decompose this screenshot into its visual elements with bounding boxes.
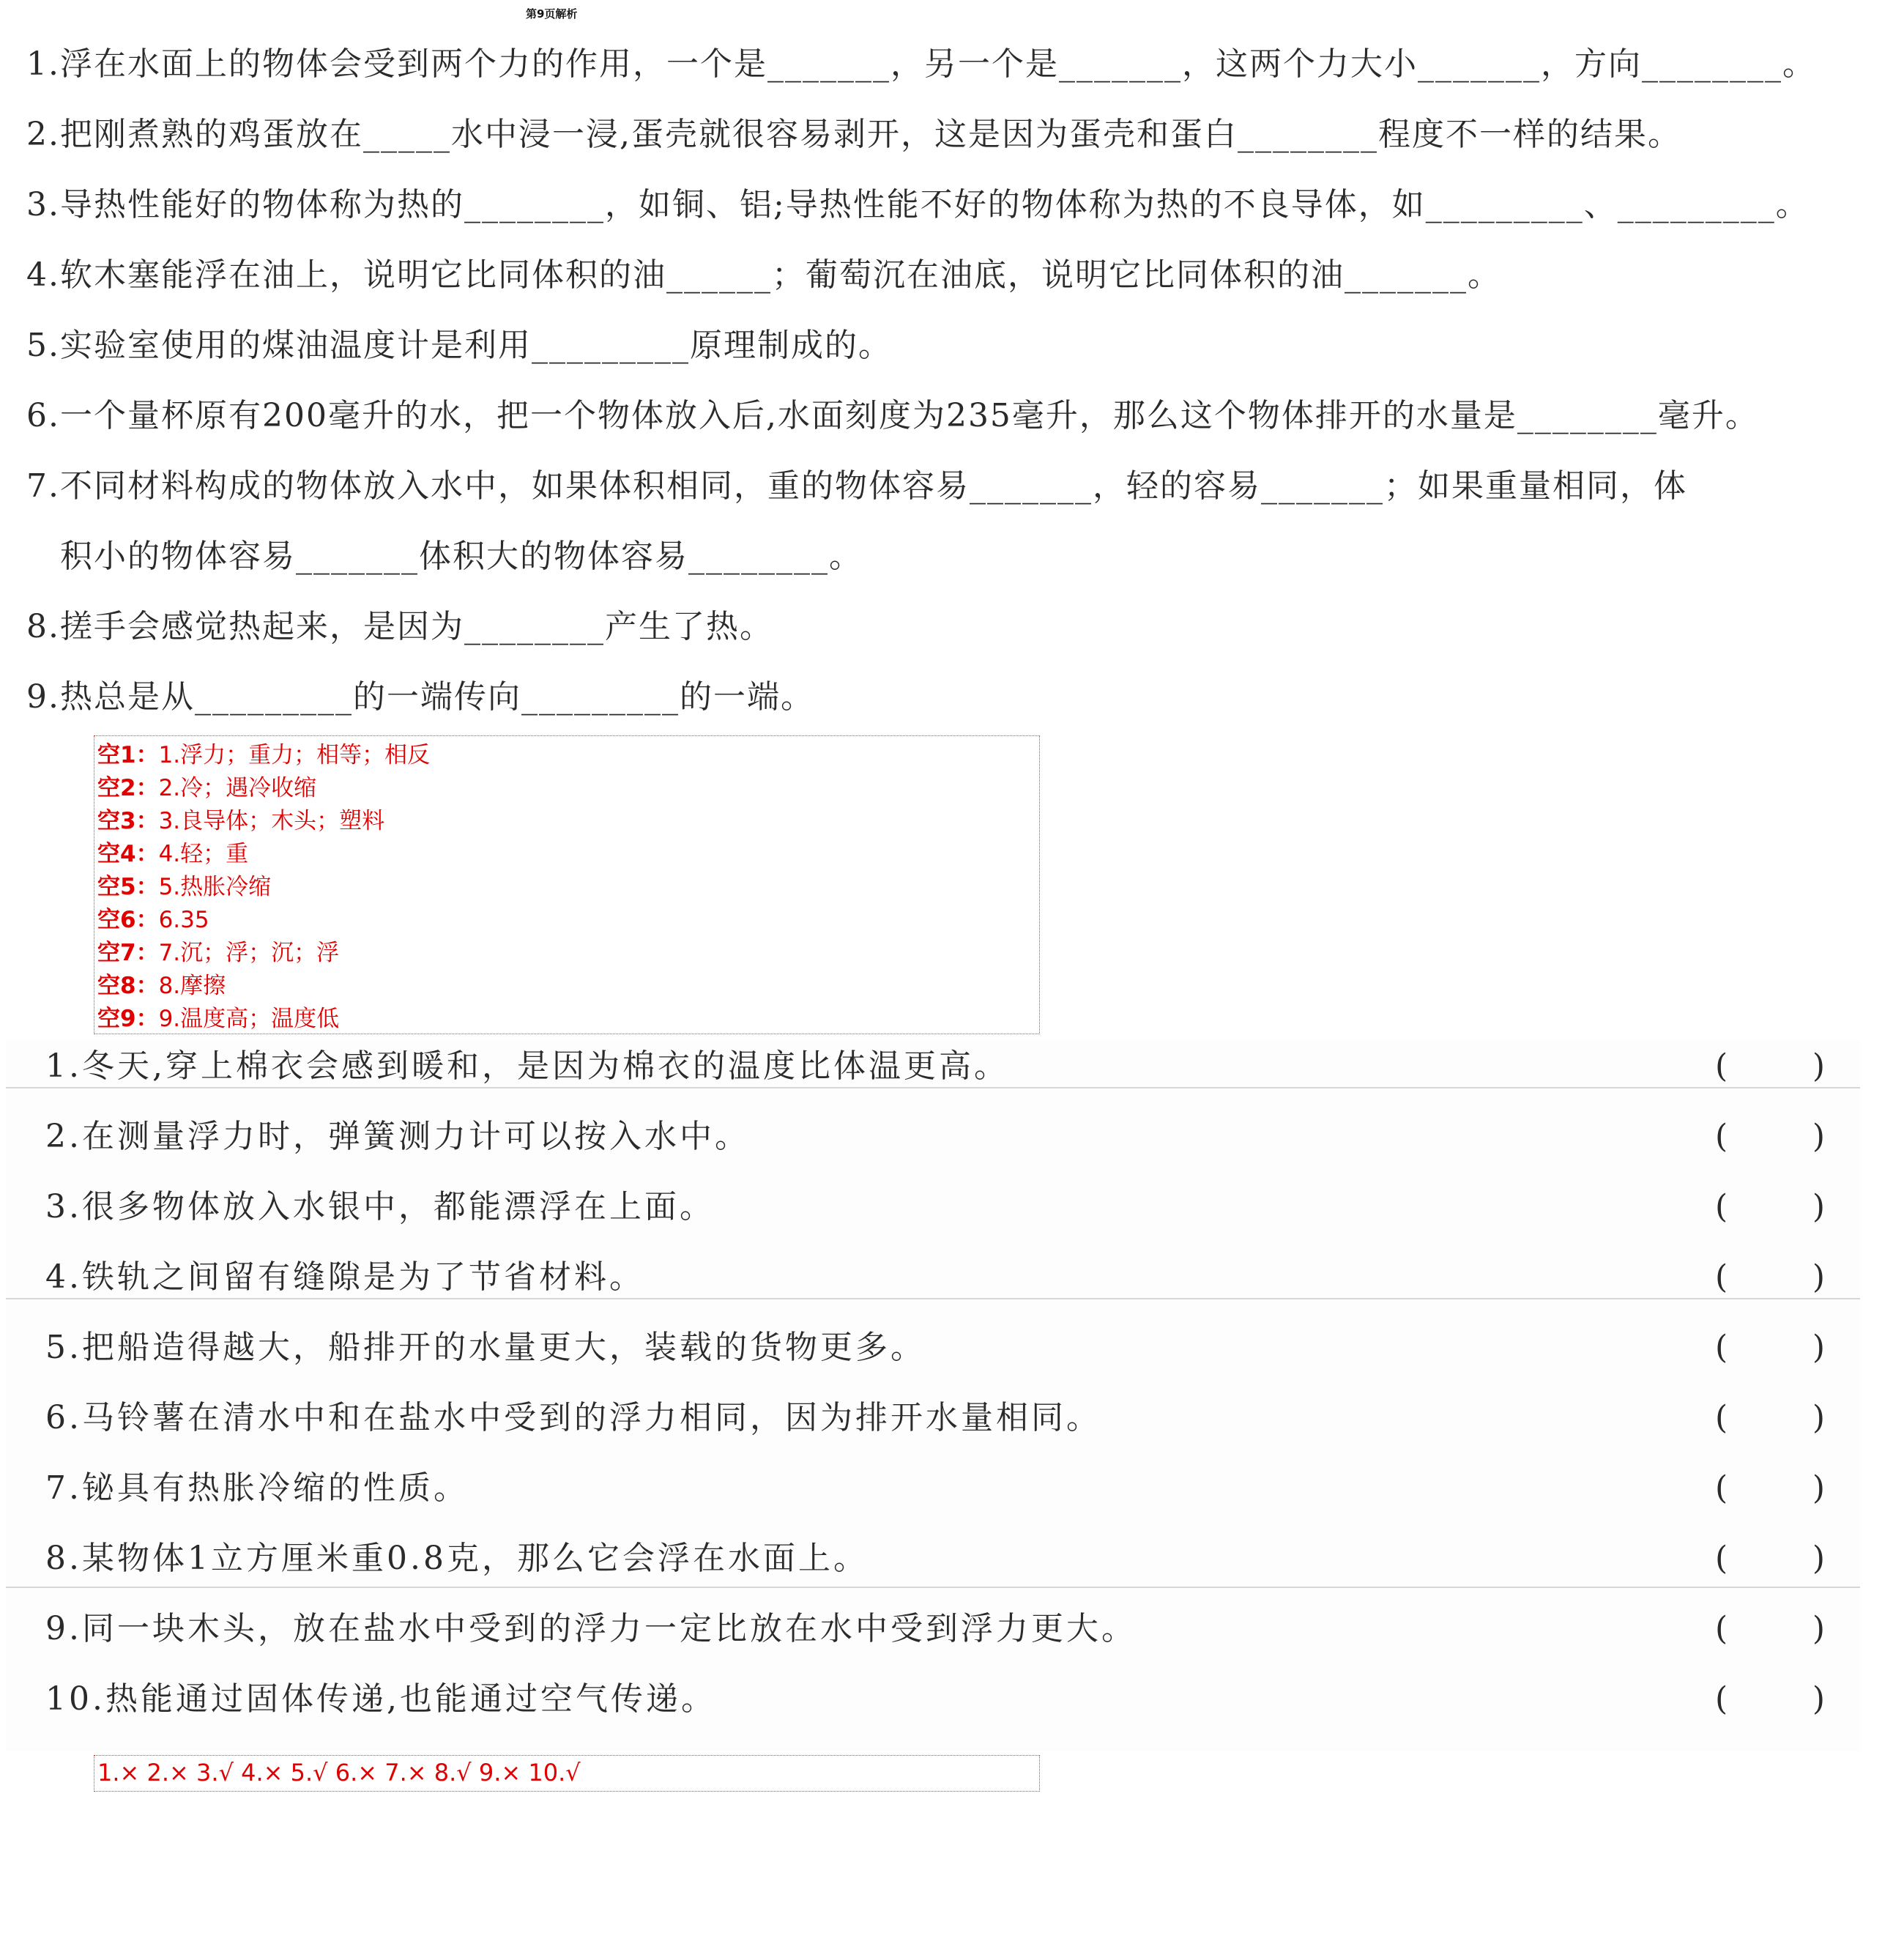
paren-open: ( xyxy=(1715,1329,1728,1366)
answer-label: 空6： xyxy=(97,907,159,933)
fill-question-6: 6.一个量杯原有200毫升的水，把一个物体放入后,水面刻度为235毫升，那么这个物体排开的水量是________毫升。 xyxy=(26,397,1759,434)
fill-question-9: 9.热总是从_________的一端传向_________的一端。 xyxy=(26,678,814,716)
answer-text: 2.冷；遇冷收缩 xyxy=(158,775,317,801)
tf-question-10: 10.热能通过固体传递,也能通过空气传递。 xyxy=(45,1680,716,1718)
answer-row xyxy=(94,937,1039,970)
paren-close: ) xyxy=(1812,1329,1825,1366)
answer-label: 空7： xyxy=(97,940,159,966)
answer-parens xyxy=(1715,1396,1825,1440)
answer-text: 4.轻；重 xyxy=(158,841,249,867)
paren-open: ( xyxy=(1715,1047,1728,1085)
answer-parens xyxy=(1715,1045,1825,1088)
tf-question-6: 6.马铃薯在清水中和在盐水中受到的浮力相同，因为排开水量相同。 xyxy=(45,1399,1101,1436)
answer-label: 空2： xyxy=(97,775,159,801)
answer-row xyxy=(94,772,1039,805)
answer-label: 空3： xyxy=(97,808,159,834)
fill-question-7: 7.不同材料构成的物体放入水中，如果体积相同，重的物体容易_______，轻的容易_______；如果重量相同，体 xyxy=(26,467,1687,505)
answer-parens xyxy=(1715,1607,1825,1651)
paren-close: ) xyxy=(1812,1469,1825,1507)
tf-question-8: 8.某物体1立方厘米重0.8克，那么它会浮在水面上。 xyxy=(45,1540,869,1577)
answer-text: 5.热胀冷缩 xyxy=(158,874,272,900)
paren-close: ) xyxy=(1812,1680,1825,1718)
answer-label: 空5： xyxy=(97,874,159,900)
paren-open: ( xyxy=(1715,1399,1728,1436)
paren-close: ) xyxy=(1812,1258,1825,1296)
tf-question-9: 9.同一块木头，放在盐水中受到的浮力一定比放在水中受到浮力更大。 xyxy=(45,1610,1137,1647)
fill-answer-box xyxy=(94,735,1040,1034)
paren-open: ( xyxy=(1715,1469,1728,1507)
answer-row xyxy=(94,805,1039,838)
answer-text: 6.35 xyxy=(158,907,209,933)
answer-parens xyxy=(1715,1466,1825,1510)
answer-text: 8.摩擦 xyxy=(158,973,226,999)
answer-text: 3.良导体；木头；塑料 xyxy=(158,808,385,834)
tf-question-3: 3.很多物体放入水银中，都能漂浮在上面。 xyxy=(45,1188,715,1225)
answer-label: 空1： xyxy=(97,742,159,768)
answer-row xyxy=(94,970,1039,1003)
divider xyxy=(6,1587,1860,1588)
answer-text: 9.温度高；温度低 xyxy=(158,1006,340,1032)
fill-question-1: 1.浮在水面上的物体会受到两个力的作用，一个是_______，另一个是_______，这两个力大小_______，方向________。 xyxy=(26,45,1816,83)
paren-open: ( xyxy=(1715,1188,1728,1225)
answer-row xyxy=(94,838,1039,871)
fill-question-4: 4.软木塞能浮在油上，说明它比同体积的油______；葡萄沉在油底，说明它比同体积的油_______。 xyxy=(26,256,1501,294)
page-title: 第9页解析 xyxy=(526,7,578,21)
answer-row xyxy=(94,871,1039,904)
paren-close: ) xyxy=(1812,1399,1825,1436)
answer-parens xyxy=(1715,1255,1825,1299)
tf-question-2: 2.在测量浮力时，弹簧测力计可以按入水中。 xyxy=(45,1118,750,1155)
answer-label: 空8： xyxy=(97,973,159,999)
answer-text: 7.沉；浮；沉；浮 xyxy=(158,940,340,966)
fill-question-3: 3.导热性能好的物体称为热的________，如铜、铝;导热性能不好的物体称为热的不良导体，如_________、_________。 xyxy=(26,186,1810,223)
fill-question-7-cont: 积小的物体容易_______体积大的物体容易________。 xyxy=(60,538,863,575)
fill-question-2: 2.把刚煮熟的鸡蛋放在_____水中浸一浸,蛋壳就很容易剥开，这是因为蛋壳和蛋白________程度不一样的结果。 xyxy=(26,116,1681,153)
answer-parens xyxy=(1715,1326,1825,1370)
fill-question-5: 5.实验室使用的煤油温度计是利用_________原理制成的。 xyxy=(26,327,892,364)
answer-label: 空4： xyxy=(97,841,159,867)
answer-parens xyxy=(1715,1677,1825,1721)
answer-row xyxy=(94,1003,1039,1036)
answer-parens xyxy=(1715,1115,1825,1159)
answer-row xyxy=(94,739,1039,772)
paren-open: ( xyxy=(1715,1680,1728,1718)
tf-question-1: 1.冬天,穿上棉衣会感到暖和，是因为棉衣的温度比体温更高。 xyxy=(45,1047,1009,1085)
answer-parens xyxy=(1715,1185,1825,1229)
tf-question-7: 7.铋具有热胀冷缩的性质。 xyxy=(45,1469,469,1507)
paren-close: ) xyxy=(1812,1188,1825,1225)
paren-open: ( xyxy=(1715,1540,1728,1577)
tf-question-4: 4.铁轨之间留有缝隙是为了节省材料。 xyxy=(45,1258,644,1296)
paren-open: ( xyxy=(1715,1118,1728,1155)
paren-open: ( xyxy=(1715,1610,1728,1647)
answer-row xyxy=(94,904,1039,937)
answer-label: 空9： xyxy=(97,1006,159,1032)
fill-question-8: 8.搓手会感觉热起来，是因为________产生了热。 xyxy=(26,608,773,645)
paren-open: ( xyxy=(1715,1258,1728,1296)
tf-question-5: 5.把船造得越大，船排开的水量更大，装载的货物更多。 xyxy=(45,1329,926,1366)
paren-close: ) xyxy=(1812,1540,1825,1577)
paren-close: ) xyxy=(1812,1047,1825,1085)
answer-parens xyxy=(1715,1537,1825,1581)
paren-close: ) xyxy=(1812,1610,1825,1647)
paren-close: ) xyxy=(1812,1118,1825,1155)
answer-text: 1.浮力；重力；相等；相反 xyxy=(158,742,431,768)
tf-answer-box: 1.× 2.× 3.√ 4.× 5.√ 6.× 7.× 8.√ 9.× 10.√ xyxy=(94,1755,1040,1792)
